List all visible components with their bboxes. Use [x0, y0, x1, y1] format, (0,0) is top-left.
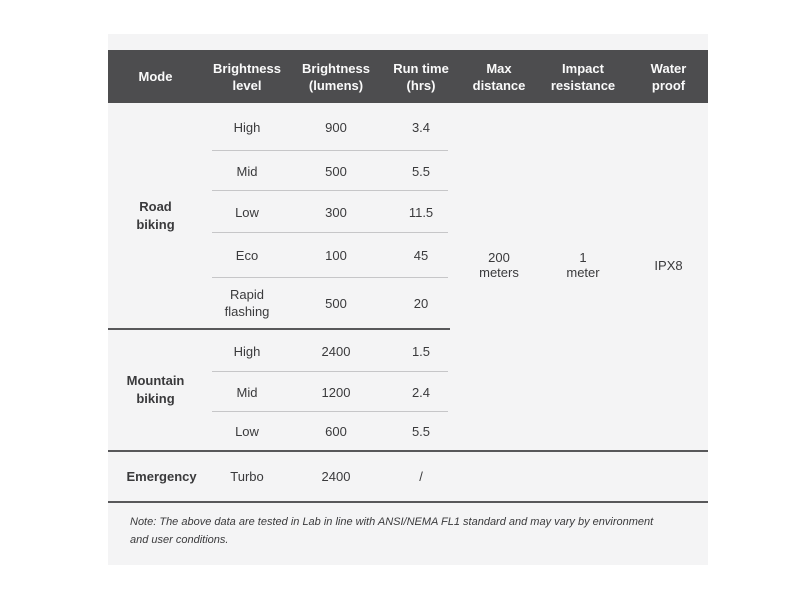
cell-lumens [291, 191, 381, 233]
header-cell-impact-resistance: Impact resistance [550, 60, 616, 93]
cell-lumens [291, 233, 381, 278]
section-emergency [108, 452, 708, 501]
footnote-line-1: Note: The above data are tested in Lab in line with ANSI/NEMA FL1 standard and may vary by environment [130, 516, 654, 528]
mountain-biking-rows [203, 330, 461, 450]
runtime-value: 45 [413, 248, 429, 263]
section-mountain-biking [108, 330, 708, 450]
cell-runtime [381, 330, 461, 372]
cell-lumens [291, 278, 381, 328]
cell-level [203, 191, 291, 233]
runtime-value: / [419, 469, 423, 484]
row-road-low [203, 191, 461, 233]
footnote [108, 503, 708, 549]
runtime-value: 20 [413, 295, 429, 311]
mode-label: Road biking [136, 198, 175, 232]
footnote-line-2: and user conditions. [130, 534, 229, 546]
cell-level [203, 452, 291, 501]
lumens-value: 500 [325, 163, 347, 179]
row-road-eco [203, 233, 461, 278]
cell-runtime [381, 452, 461, 501]
cell-level [203, 330, 291, 372]
table-body [108, 103, 708, 503]
row-road-high [203, 103, 461, 151]
row-emergency-turbo [203, 452, 461, 501]
cell-runtime [381, 191, 461, 233]
runtime-value: 3.4 [411, 119, 431, 135]
level-value: Low [235, 423, 259, 439]
lumens-value: 2400 [321, 343, 351, 359]
cell-runtime [381, 103, 461, 151]
lumens-value: 600 [325, 423, 347, 439]
cell-level [203, 151, 291, 191]
level-value: Eco [235, 248, 259, 263]
max-distance-value [461, 247, 537, 283]
runtime-value: 5.5 [411, 423, 431, 439]
row-road-mid [203, 151, 461, 191]
cell-runtime [381, 151, 461, 191]
impact-resistance-text: 1 meter [566, 250, 600, 280]
max-distance-text: 200 meters [479, 250, 519, 280]
mode-label: Mountain biking [126, 373, 185, 406]
water-proof-text: IPX8 [654, 257, 683, 273]
mode-cell-road-biking [108, 103, 203, 328]
lumens-value: 2400 [321, 469, 351, 484]
row-mountain-mid [203, 372, 461, 412]
emergency-rows [203, 452, 461, 501]
cell-lumens [291, 452, 381, 501]
runtime-value: 2.4 [411, 384, 431, 400]
section-divider-emergency-end [108, 501, 708, 503]
header-cell-run-time: Run time (hrs) [393, 60, 449, 93]
table-header-row [108, 50, 708, 103]
water-proof-value [629, 247, 708, 283]
road-biking-rows [203, 103, 461, 328]
cell-level [203, 103, 291, 151]
level-value: High [233, 119, 261, 135]
cell-runtime [381, 278, 461, 328]
cell-lumens [291, 151, 381, 191]
cell-level [203, 278, 291, 328]
level-value: High [233, 343, 261, 359]
runtime-value: 5.5 [411, 163, 431, 179]
cell-level [203, 372, 291, 412]
lumens-value: 1200 [321, 384, 351, 400]
lumens-value: 500 [325, 295, 347, 311]
mode-label: Emergency [126, 468, 197, 484]
header-cell-brightness-lumens: Brightness (lumens) [302, 60, 370, 93]
header-cell-max-distance: Max distance [472, 60, 526, 93]
header-cell-brightness-level: Brightness level [213, 60, 281, 93]
row-mountain-high [203, 330, 461, 372]
level-value: Mid [236, 384, 258, 400]
level-value: Low [235, 204, 259, 220]
runtime-value: 11.5 [408, 204, 434, 220]
cell-level [203, 233, 291, 278]
level-value: Mid [236, 163, 258, 179]
section-road-biking [108, 103, 708, 328]
row-road-rapid-flashing [203, 278, 461, 328]
header-cell-mode: Mode [138, 69, 173, 84]
cell-runtime [381, 412, 461, 450]
spec-table-card [108, 34, 708, 565]
cell-runtime [381, 233, 461, 278]
header-cell-water-proof: Water proof [650, 60, 687, 93]
cell-lumens [291, 372, 381, 412]
level-value: Rapid flashing [224, 287, 270, 319]
cell-lumens [291, 330, 381, 372]
cell-runtime [381, 372, 461, 412]
row-mountain-low [203, 412, 461, 450]
mode-cell-mountain-biking [108, 330, 203, 450]
mode-cell-emergency [108, 452, 203, 501]
lumens-value: 300 [325, 204, 347, 220]
lumens-value: 100 [325, 248, 347, 263]
cell-lumens [291, 412, 381, 450]
impact-resistance-value [537, 247, 629, 283]
runtime-value: 1.5 [411, 343, 431, 359]
lumens-value: 900 [325, 119, 347, 135]
cell-lumens [291, 103, 381, 151]
level-value: Turbo [230, 469, 264, 484]
cell-level [203, 412, 291, 450]
